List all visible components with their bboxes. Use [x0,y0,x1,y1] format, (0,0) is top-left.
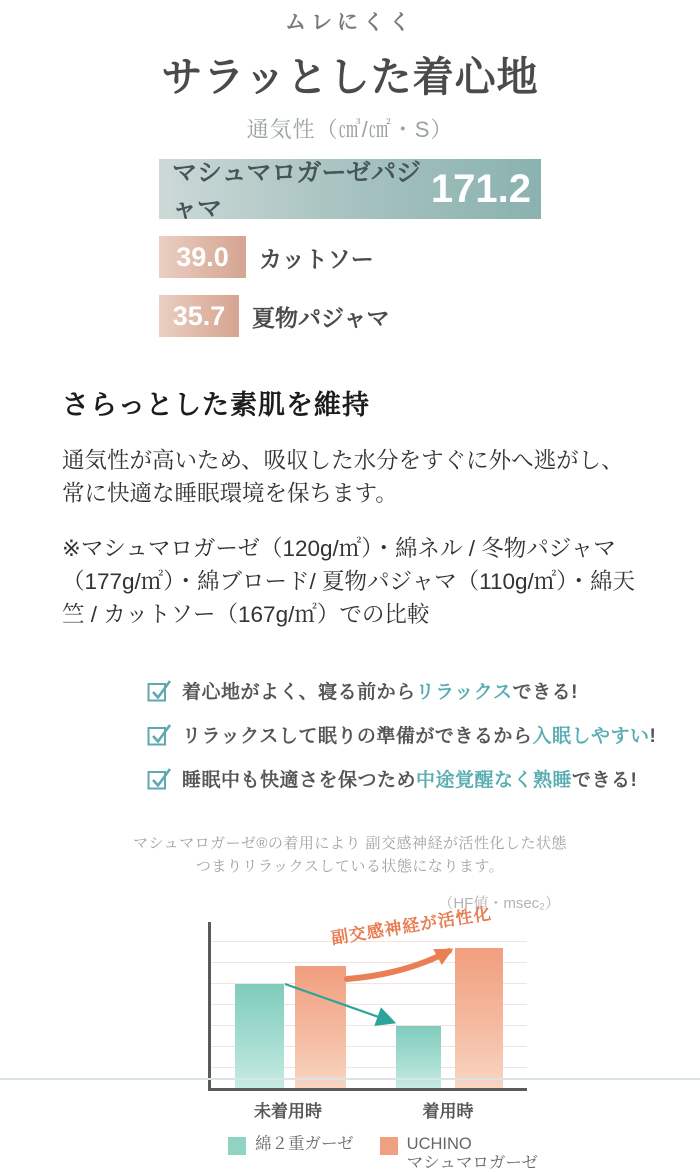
bar-cutsew [159,236,246,278]
bar-row-cutsew [159,236,541,278]
comparison-note: ※マシュマロガーゼ（120g/㎡）・綿ネル / 冬物パジャマ（177g/㎡）・綿ブロード/ 夏物パジャマ（110g/㎡）・綿天竺 / カットソー（167g/㎡）での比較 [62,536,635,627]
bar-label: マシュマロガーゼパジャマ [172,159,422,223]
bar-label: カットソー [259,245,374,272]
bar-value: 171.2 [430,166,531,211]
list-item [147,765,700,792]
orange-increase-arrow [347,951,449,979]
legend-label: UCHINO マシュマロガーゼ [406,1135,539,1172]
list-item-text: 着心地がよく、寝る前からリラックスできる! [182,682,578,703]
teal-decrease-arrow [285,984,390,1021]
checkbox-check-icon [147,678,172,703]
hf-chart-caption: マシュマロガーゼ®の着用により 副交感神経が活性化した状態 つまりリラックスしている状態になります。 [132,835,568,875]
bar-value: 35.7 [172,300,226,331]
section-heading: さらっとした素肌を維持 [62,390,370,420]
checkbox-check-icon [147,766,172,791]
bar-summer-pajama [159,295,239,337]
breathability-unit-label: 通気性（㎤/㎠・S） [246,117,454,142]
benefit-checklist [147,677,700,792]
legend-swatch-salmon [380,1137,398,1155]
checkbox-check-icon [147,722,172,747]
list-item-text: 睡眠中も快適さを保つため中途覚醒なく熟睡できる! [182,770,638,791]
copy-section [0,383,700,631]
trend-arrows [211,922,527,1088]
page-title: サラッとした着心地 [161,54,539,100]
x-tick-label: 着用時 [422,1102,474,1121]
legend-label: 綿２重ガーゼ [255,1135,354,1153]
list-item-text: リラックスして眠りの準備ができるから入眠しやすい! [182,726,657,747]
hf-unit-label: （HF値・msec₂） [438,895,560,912]
hf-chart-x-axis [208,1097,524,1123]
legend-swatch-teal [228,1137,246,1155]
bar-label: 夏物パジャマ [252,304,390,331]
bar-mashmallow-gauze-pajama [159,159,541,223]
header-tagline: ムレにくく [285,11,415,34]
bar-value: 39.0 [176,241,229,272]
hf-chart-legend [0,1135,700,1173]
list-item [147,721,700,748]
chart-annotation: 副交感神経が活性化 [329,903,493,949]
legend-item-uchino [380,1135,538,1173]
legend-item-gauze [228,1135,354,1155]
bar-row-summer-pajama [159,295,541,337]
breathability-bar-chart [159,159,541,337]
list-item [147,677,700,704]
body-paragraph: 通気性が高いため、吸収した水分をすぐに外へ逃がし、常に快適な睡眠環境を保ちます。 [62,448,624,506]
hf-bar-chart [208,903,527,1091]
x-tick-label: 未着用時 [254,1102,322,1121]
